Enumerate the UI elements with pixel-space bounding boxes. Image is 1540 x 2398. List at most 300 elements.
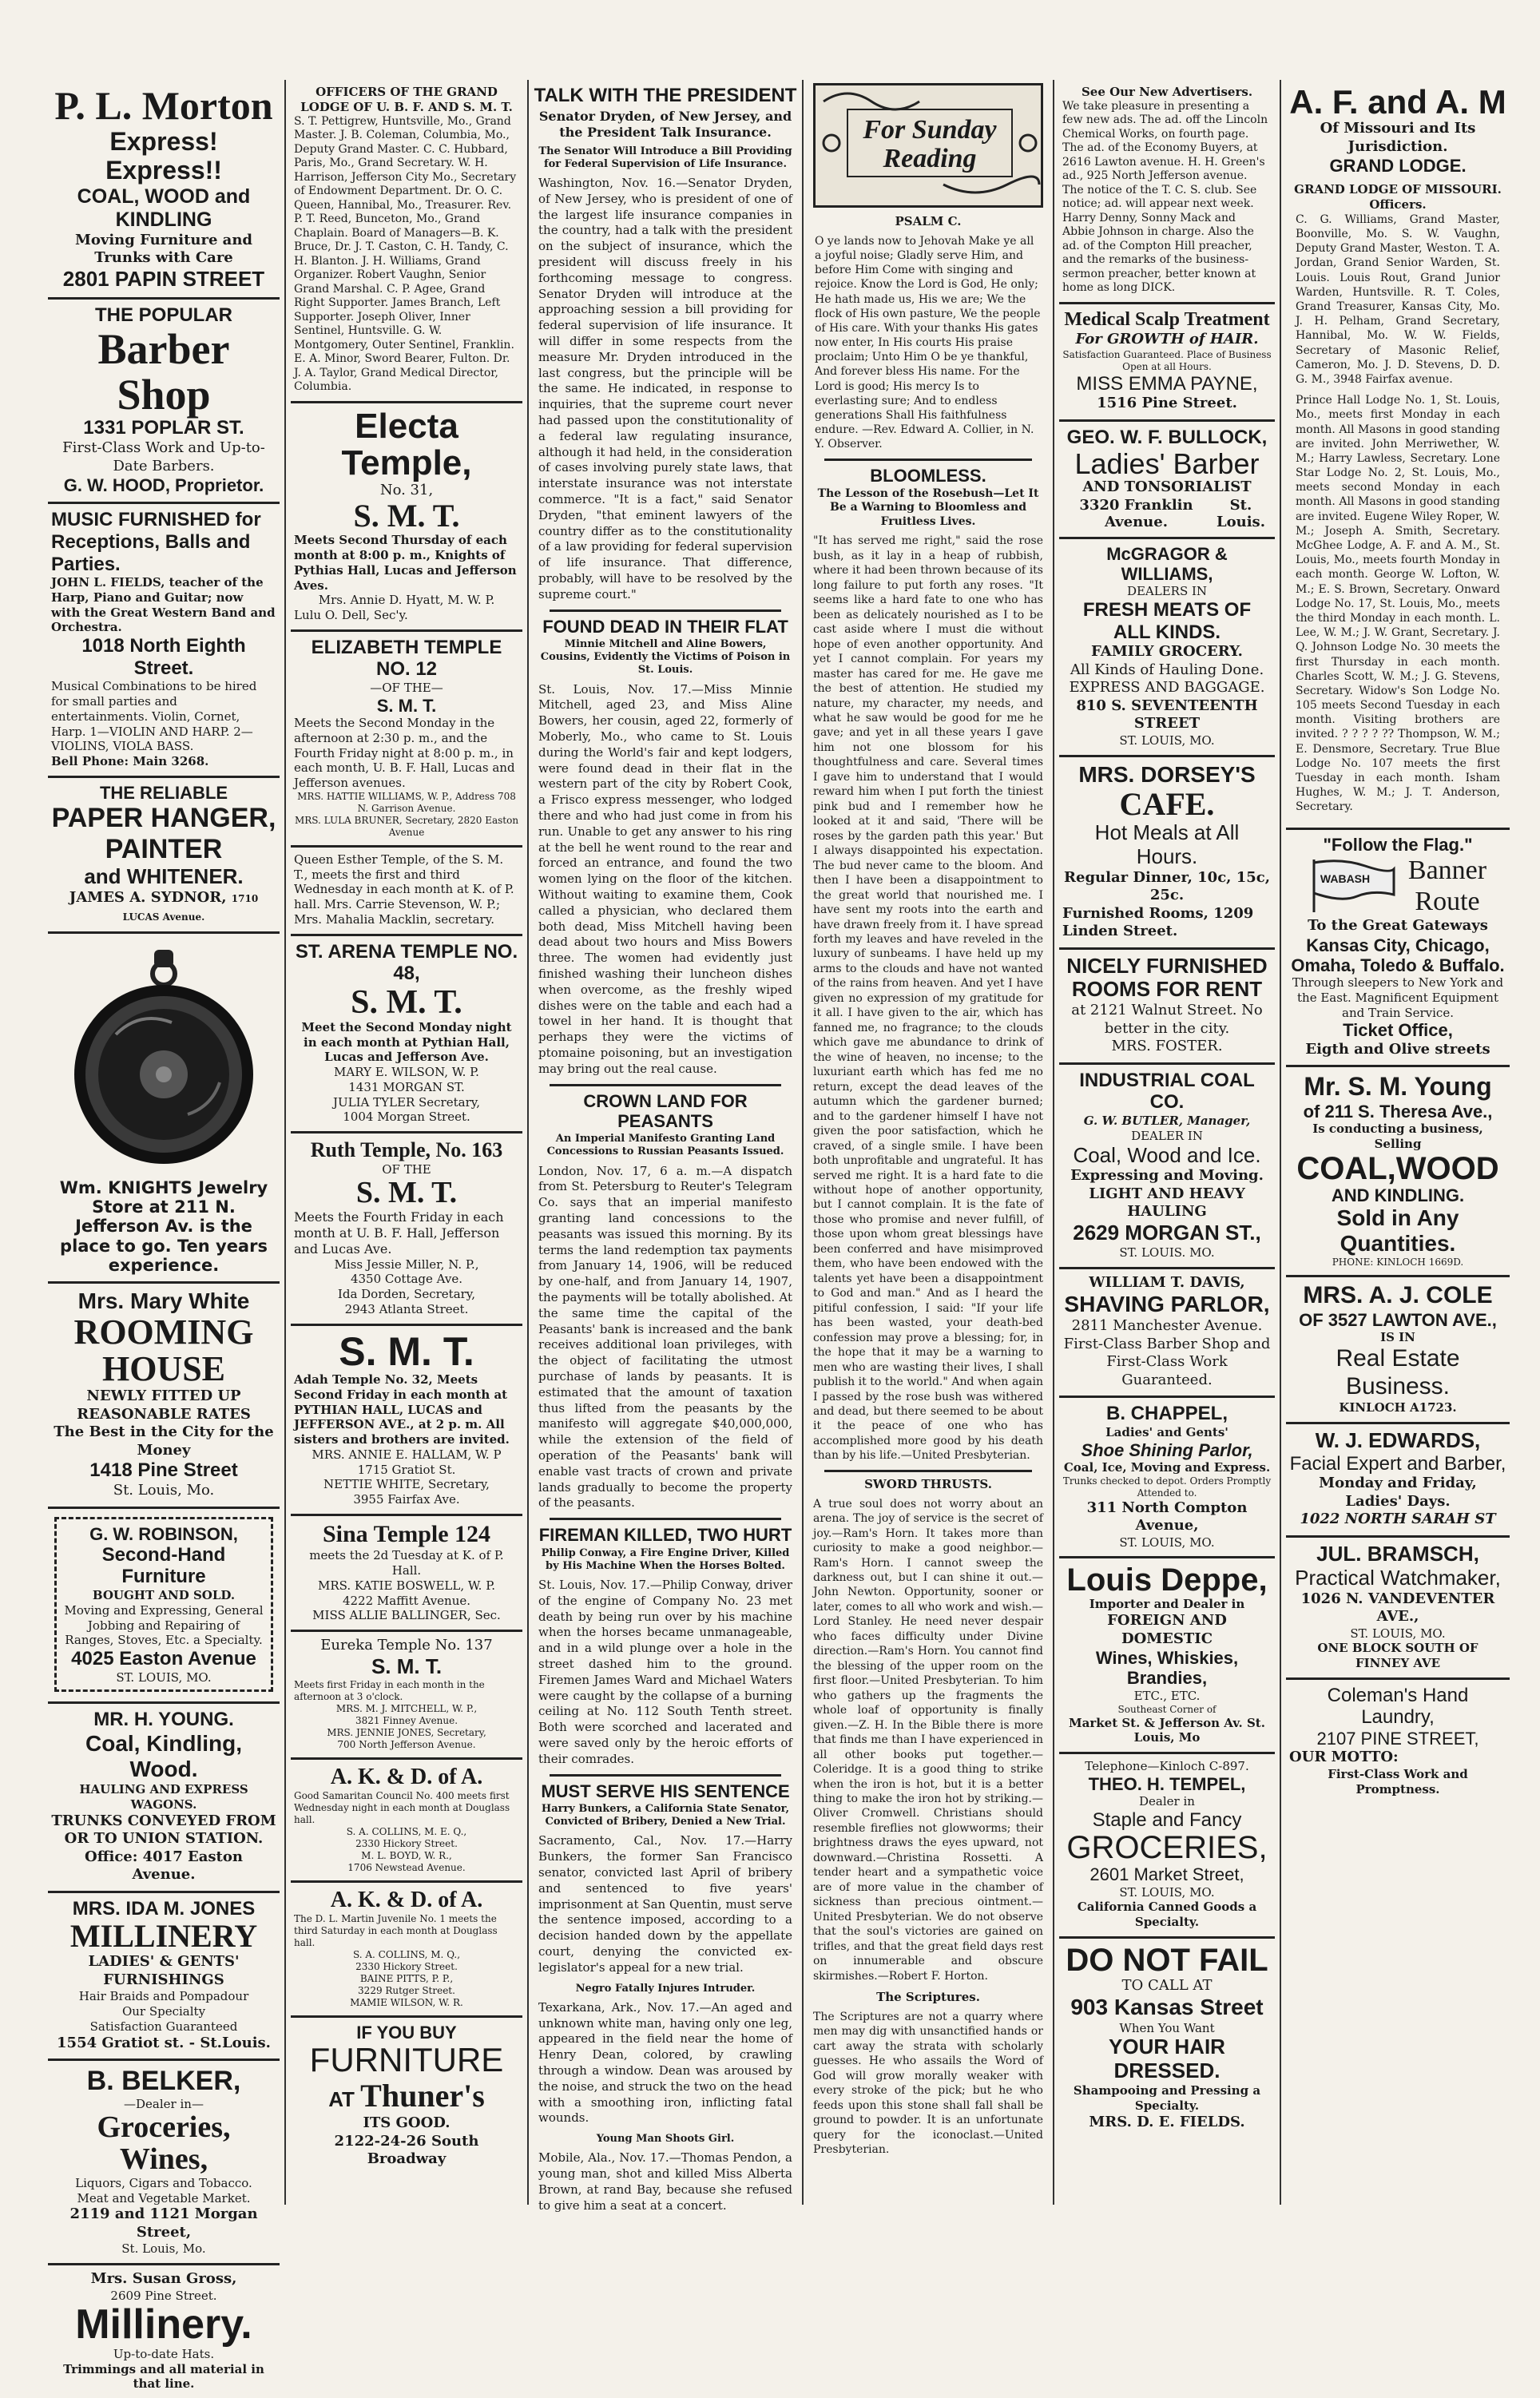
article-headline: BLOOMLESS. (870, 465, 986, 486)
ad-line: Furnished Rooms, 1209 Linden Street. (1062, 904, 1254, 940)
ad-address: 1554 Gratiot st. - St.Louis. (57, 2034, 271, 2051)
ad-title: P. L. Morton (54, 83, 273, 128)
ad-name: MR. H. YOUNG. (93, 1709, 234, 1731)
article-headline: CROWN LAND FOR PEASANTS (583, 1090, 748, 1131)
article-divider (824, 459, 1032, 461)
ad-city: St. Louis. (1216, 496, 1265, 530)
ad-line: FAMILY GROCERY. (1091, 643, 1243, 661)
ad-chappel-shoe-shining (1059, 1398, 1275, 1558)
notice-signature: 1715 Gratiot St. (357, 1462, 456, 1477)
ad-line: Southeast Corner of (1117, 1703, 1217, 1715)
ad-city: St. Louis, Mo. (121, 2241, 206, 2257)
notice-elizabeth-temple (291, 632, 522, 848)
notice-text: Meet the Second Monday night in each month at Pythian Hall, Lucas and Jefferson Ave. (301, 1019, 512, 1065)
sunday-reading-banner (813, 83, 1043, 208)
notice-signature: S. A. COLLINS, M. E. Q., (346, 1825, 467, 1837)
notice-text: Meets the Fourth Friday in each month at U. B. F. Hall, Jefferson and Lucas Ave. (294, 1209, 504, 1257)
ad-title: FURNITURE (309, 2041, 504, 2079)
article-subhead: Young Man Shoots Girl. (596, 2133, 735, 2146)
ad-line: Our Specialty (121, 2004, 206, 2019)
ad-edwards-barber (1286, 1424, 1510, 1538)
notice-signature: 4350 Cottage Ave. (350, 1272, 463, 1287)
notice-signature: JULIA TYLER Secretary, (332, 1094, 480, 1110)
notice-order: S. M. T. (351, 983, 462, 1021)
ad-line: Satisfaction Guaranteed. Place of Business Open at all Hours. (1062, 348, 1272, 372)
column-lodge-notices (291, 80, 522, 2205)
ad-line: Trunks checked to depot. Orders Promptly Attended to. (1062, 1475, 1272, 1499)
article-headline: TALK WITH THE PRESIDENT (534, 85, 797, 106)
article-divider (550, 609, 781, 612)
ad-motto-label: OUR MOTTO: (1289, 1749, 1399, 1766)
ad-phone: Bell Phone: Main 3268. (51, 754, 209, 769)
article-body: "It has served me right," said the rose bush, as it lay in a heap of rubbish, where it had been thrown because of its long failure to put forth any roses. "It seems like a hard fate to one who has been as delicately nourished as I to be cast aside where I must die without hope of even another opportunity. And yet I cannot complain. For years my master has cared for me. He gave me the best of attention. He studied my nature, my character, my needs, and what he saw would be good for me he gave; and yet in all these years I gave him not one blossom for his thoughtfulness and care. Several times I gave him to understand that I would reward him when I put forth the tiniest pink bud and I remember how he looked at it and said, 'There will be roses by the garden path this year.' But I always disappointed his expectation. The bud never came to the bloom. And then I have been a disappointment to the great world that nourished me. I have sent my roots into the earth and have drawn freely from it. I have spread forth my leaves and have reveled in the luxury of sunbeams. I have held up my arms to the clouds and have not wanted of the rains from heaven. And yet I have given no expression of my gratitude for it all. I have given to the air, which has fanned me, no fragrance; to the clouds which gave me abundance to drink of the wine of heaven, no incense; to the luxuriant earth which has fed me no return, except the dead leaves of the autumn which the gardener burned; and to the gardener himself I have not given the poor satisfaction, which he craved, of a single smile. I have been both unprofitable and ungrateful. It has served me right. It is a hard fate to die without hope of another opportunity, but I cannot complain. It is the fate of those who promise and never fulfill, of those upon whom great blessings have been conferred and have misimproved them, who have been endowed with the talents yet have been a disappointment to God and man." And as I heard the pitiful confession, I said: "If your life has been wasted, your death-bed confession may prove a blessing; for, in the hope that it may be a warning to men who are wasting their lives, I shall publish it to the world." And when again I passed by the rose bush was withered and dead, but there seemed to be about it the peace of one who has accomplished more good by his death than by his life.—United Presbyterian. (813, 534, 1043, 1463)
ad-line: AND TONSORIALIST (1082, 478, 1252, 496)
ad-address: 2601 Market Street, (1090, 1864, 1244, 1885)
poem-text: O ye lands now to Jehovah Make ye all a joyful noise; Gladly serve Him, and before Him Come with singing and rejoice. Know the Lord is God, He only; He hath made us, His we are; We the flock of His own pasture, We the people of His care. With your thanks His gates now enter, In His courts His praise proclaim; Unto Him O be ye thankful, And forever bless His name. For the Lord is good; His mercy Is to everlasting sure; And to endless generations Shall His faithfulness endure. —Rev. Edward A. Collier, in N. Y. Observer. (815, 234, 1041, 451)
notice-title: Sina Temple 124 (322, 1520, 491, 1547)
article-body: Texarkana, Ark., Nov. 17.—An aged and unknown white man, having only one leg, appeared in the field near the home of Henry Dean, colored, by crawling through a window. Dean was aroused by the noise, and struck the two on the head with a smoothing iron, inflicting fatal wounds. (538, 1999, 792, 2126)
article-headline: FIREMAN KILLED, TWO HURT (538, 1525, 792, 1546)
ad-line: COAL, WOOD and KINDLING (77, 185, 251, 231)
notice-title: Ruth Temple, No. 163 (310, 1138, 503, 1162)
notice-st-arena-temple (291, 936, 522, 1134)
notice-signature: NETTIE WHITE, Secretary, (323, 1477, 490, 1492)
article-body: Mobile, Ala., Nov. 17.—Thomas Pendon, a young man, shot and killed Miss Alberta Brown, at rand Bay, because she refused to give him a seat at a concert. (538, 2150, 792, 2213)
notice-eureka-temple (291, 1632, 522, 1759)
ad-line: "Follow the Flag." (1323, 834, 1473, 855)
notice-text: The D. L. Martin Juvenile No. 1 meets the third Saturday in each month at Douglass hall. (294, 1912, 498, 1948)
ad-title: GROCERIES, (1066, 1830, 1268, 1866)
ad-title: Medical Scalp Treatment (1064, 308, 1270, 330)
column-rule (527, 80, 529, 2205)
ad-name: Mrs. Mary White (77, 1288, 250, 1313)
pocket-watch-illustration (68, 947, 260, 1170)
ad-line (294, 2078, 519, 2114)
ad-line: Liquors, Cigars and Tobacco. (75, 2175, 252, 2190)
ad-line: First-Class Work and Up-to-Date Barbers. (62, 439, 265, 474)
notice-subtitle: Of Missouri and Its Jurisdiction. (1320, 120, 1476, 155)
notice-signature: Mrs. Annie D. Hyatt, M. W. P. (318, 593, 495, 608)
ad-name: MRS. D. E. FIELDS. (1089, 2113, 1245, 2130)
ad-name (51, 889, 276, 925)
ad-address: 1022 NORTH SARAH ST (1300, 1511, 1496, 1528)
ad-line: Up-to-date Hats. (113, 2346, 215, 2361)
notice-signature: 1706 Newstead Avenue. (347, 1861, 466, 1873)
article-subhead: Negro Fatally Injures Intruder. (575, 1982, 756, 1995)
notice-title: ELIZABETH TEMPLE NO. 12 (311, 636, 502, 681)
ad-jewelry (48, 934, 280, 1284)
ad-phone: Telephone—Kinloch C-897. (1085, 1759, 1249, 1773)
ad-title: Barber Shop (97, 325, 230, 419)
ad-title: Coal, Kindling, Wood. (85, 1730, 242, 1782)
ad-title: Real Estate Business. (1336, 1345, 1460, 1399)
ad-bullock-barber (1059, 422, 1275, 539)
notice-adah-temple (291, 1326, 522, 1516)
ad-name: MRS. IDA M. JONES (72, 1897, 256, 1920)
ad-title: Facial Expert and Barber, (1289, 1452, 1506, 1475)
ad-barber-shop (48, 300, 280, 504)
ad-line: Coal, Ice, Moving and Express. (1063, 1459, 1271, 1475)
notice-text: Meets the Second Monday in the afternoon at 2:30 p. m., and the Fourth Friday night at 8:00 p. m., in each month, U. B. F. Hall, Lucas and Jefferson avenues. (294, 716, 515, 791)
notice-heading: GRAND LODGE OF MISSOURI. (1294, 182, 1502, 197)
ad-address: 2629 MORGAN ST., (1073, 1220, 1261, 1245)
ad-owner: G. W. HOOD, Proprietor. (63, 475, 264, 496)
ad-address: 2609 Pine Street. (110, 2288, 217, 2303)
ad-line: Expressing and Moving. (1070, 1167, 1264, 1185)
ad-line: Shampooing and Pressing a Specialty. (1073, 2083, 1261, 2113)
ad-cities: Kansas City, Chicago, Omaha, Toledo & Buffalo. (1291, 935, 1505, 975)
notice-signature: Lulu O. Dell, Sec'y. (294, 608, 408, 623)
ad-line: DEALER IN (1131, 1128, 1203, 1143)
ad-line: Ladies' and Gents' (1105, 1424, 1228, 1439)
article-subhead: Philip Conway, a Fire Engine Driver, Killed by His Machine When the Horses Bolted. (541, 1546, 790, 1572)
article-body: St. Louis, Nov. 17.—Philip Conway, driver of the engine of Company No. 23 met death by being run over by his machine when the horses became unmanageable, and in a wild plunge over a hole in the street dashed him to the ground. Firemen James Ward and Michael Waters were caught by the collapse of a burning ceiling at No. 112 South Tenth street. Both were scorched and lacerated and were saved only by the heroic efforts of their comrades. (538, 1578, 792, 1766)
ad-cole-real-estate (1286, 1277, 1510, 1423)
newspaper-page (48, 80, 1510, 2392)
ad-line: Staple and Fancy (1092, 1808, 1242, 1831)
article-divider (550, 1518, 781, 1520)
column-news (534, 80, 797, 2213)
notice-title: ST. ARENA TEMPLE NO. 48, (295, 940, 518, 985)
article-subhead: Senator Dryden, of New Jersey, and the President Talk Insurance. (538, 108, 792, 140)
notice-lodges-text: Prince Hall Lodge No. 1, St. Louis, Mo., meets first Monday in each month. All Masons in good standing are invited. John Merriwether, W. M.; Harry Lawless, Secretary. Lone Star Lodge No. 2, St. Louis, Mo., meets second Monday in each month. All Masons in good standing are invited. Eugene Wiley Roper, W. M.; Joseph A. Smith, Secretary. McGhee Lodge, A. F. and A. M., St. Louis, Mo., meets fourth Monday in each month. George W. Lofton, W. M.; E. S. Brown, Secretary. Onward Lodge No. 17, St. Louis, Mo., meets the third Monday in each month. L. Lee, W. M.; J. W. Grant, Secretary. J. Q. Johnson Lodge No. 30 meets the first Thursday in each month. Charles Scott, W. M.; J. G. Stevens, Secretary. Widow's Son Lodge No. 105 meets Second Tuesday in each month. Visiting brothers are invited. ? ? ? ? ?? Thompson, W. M.; E. Densmore, Secretary. True Blue Lodge No. 107 meets the first Tuesday in each month. Isham Hughes, W. M.; J. T. Anderson, Secretary. (1296, 394, 1500, 814)
ad-line: Moving and Expressing, General Jobbing and Repairing of Ranges, Stoves, Etc. a Specialty. (64, 1602, 264, 1648)
notice-signature: 4222 Maffitt Avenue. (342, 1593, 471, 1608)
notice-grand-lodge-officers (291, 80, 522, 403)
column-rule (1280, 80, 1281, 2205)
ad-line: AND KINDLING. (1331, 1185, 1465, 1205)
ad-title: Banner (1407, 855, 1487, 885)
ad-address: Eigth and Olive streets (1305, 1040, 1490, 1058)
notice-masonic-grand-lodge (1286, 80, 1510, 830)
ad-title: PAINTER (105, 834, 223, 865)
notice-signature: MRS. LULA BRUNER, Secretary, 2820 Easton Avenue (294, 814, 519, 838)
ad-young-coal-wood (1286, 1067, 1510, 1277)
ad-title: Groceries, Wines, (97, 2110, 231, 2176)
ad-line: TRUNKS CONVEYED FROM OR TO UNION STATION. (51, 1812, 276, 1848)
notice-signature: 3229 Rutger Street. (358, 1984, 455, 1996)
ad-name: Mr. S. M. Young (1304, 1072, 1492, 1102)
ad-city: ST. LOUIS, MO. (1119, 1884, 1215, 1900)
ad-davis-shaving (1059, 1269, 1275, 1399)
notice-signature: 2330 Hickory Street. (355, 1837, 458, 1849)
ad-address: 3320 Franklin Avenue. (1079, 496, 1193, 530)
ad-title: Second-Hand Furniture (101, 1543, 226, 1588)
notice-officers-text: C. G. Williams, Grand Master, Boonville, Mo. S. W. Vaughn, Deputy Grand Master, Weston. T. A. Jordan, Grand Senior Warden, St. Louis. Louis Rout, Grand Junior Warden, Huntsville. R. T. Coles, Grand Treasurer, Kansas City, Mo. J. H. Pelham, Grand Secretary, Hannibal, Mo. W. W. Fields, Secretary of Masonic Relief, Cameron, Mo. J. D. Stevens, D. D. G. M., 3948 Fairfax avenue. (1296, 212, 1500, 386)
article-divider (550, 1774, 781, 1777)
ad-fields-hairdressing (1059, 1939, 1275, 2138)
notice-signature: Ida Dorden, Secretary, (337, 1287, 476, 1302)
notice-akda-juvenile (291, 1883, 522, 2018)
notice-text: Meets Second Thursday of each month at 8:00 p. m., Knights of Pythias Hall, Lucas and Jefferson Aves. (294, 533, 517, 593)
ad-title: COAL,WOOD (1296, 1150, 1499, 1186)
notice-signature: MRS. M. J. MITCHELL, W. P., (335, 1702, 478, 1714)
ad-line: All Kinds of Hauling Done. EXPRESS AND BAGGAGE. (1069, 661, 1265, 697)
ad-line: For GROWTH of HAIR. (1075, 331, 1259, 348)
ad-line: Monday and Friday, Ladies' Days. (1319, 1475, 1477, 1510)
ad-address: 1331 POPLAR ST. (83, 417, 244, 439)
ad-mcgragor-meats (1059, 539, 1275, 757)
ad-line: LADIES' & GENTS' FURNISHINGS (88, 1953, 240, 1988)
notice-text: S. T. Pettigrew, Huntsville, Mo., Grand Master. J. B. Coleman, Columbia, Mo., Deputy Grand Master. C. C. Hubbard, Paris, Mo., Grand Secretary. W. H. Harrison, Jefferson City Mo., Secretary of Endowment Department. Dr. O. C. Queen, Hannibal, Mo., Treasurer. Rev. P. T. Reed, Bunceton, Mo., Grand Chaplain. Board of Managers—B. K. Bruce, Dr. J. T. Caston, C. H. Tandy, C. H. Blanton. J. H. Williams, Grand Organizer. Robert Vaughn, Senior Grand Marshal. C. P. Agee, Grand Right Supporter. James Branch, Left Supporter. Joseph Oliver, Inner Sentinel, Huntsville. G. W. Montgomery, Outer Sentinel, Franklin. E. A. Minor, Sword Bearer, Fulton. Dr. J. A. Taylor, Grand Medical Director, Columbia. (294, 114, 517, 393)
ad-gross-millinery (48, 2265, 280, 2398)
notice-signature: 700 North Jefferson Avenue. (337, 1738, 476, 1750)
ad-address: 2811 Manchester Avenue. (1071, 1317, 1263, 1335)
ad-title: PAPER HANGER, (51, 803, 276, 834)
notice-order: S. M. T. (353, 498, 460, 534)
ad-line: California Canned Goods a Specialty. (1077, 1900, 1257, 1930)
ad-title: Coleman's Hand Laundry, (1327, 1684, 1469, 1729)
column-rule (1053, 80, 1054, 2205)
ad-address: 1516 Pine Street. (1097, 395, 1237, 412)
notice-title: A. K. & D. of A. (330, 1887, 483, 1912)
notice-signature: MRS. KATIE BOSWELL, W. P. (317, 1578, 496, 1593)
ad-address: OF 3527 LAWTON AVE., (1299, 1309, 1497, 1330)
article-headline: The Scriptures. (876, 1990, 980, 2005)
ad-line: THE RELIABLE (99, 782, 228, 803)
ad-line: When You Want (1119, 2020, 1215, 2035)
ad-line: Satisfaction Guaranteed (89, 2019, 238, 2034)
painter-address: 1710 LUCAS Avenue. (122, 893, 259, 923)
furniture-at: AT (328, 2087, 355, 2112)
column-advertisements-right (1286, 80, 1510, 2205)
ad-line: Is conducting a business, Selling (1312, 1122, 1483, 1152)
notice-title: A. K. & D. of A. (330, 1764, 483, 1789)
poem-title: PSALM C. (895, 214, 962, 228)
article-body: London, Nov. 17, 6 a. m.—A dispatch from St. Petersburg to Reuter's Telegram Co. says that an imperial manifesto granting land concessions to the peasants was issued this morning. By its terms the land redemption tax payments from January 14, 1906, will be reduced by one-half, and from January 14, 1907, the payments will be totally abolished. At the same time the capital of the Peasants' bank is increased and the bank receives additional loan privileges, with the object of facilitating the utmost purchase of lands by peasants. It is estimated that the amount of taxation thus lifted from the peasants by the manifesto will aggregate $40,000,000, while the extension of the field of operation of the Peasants' bank will enable vast tracts of crown and private lands gradually to become the property of the peasants. (538, 1163, 792, 1511)
furniture-store-name: Thuner's (360, 2078, 485, 2114)
ad-address: 311 North Compton Avenue, (1086, 1499, 1248, 1534)
article-body: Washington, Nov. 16.—Senator Dryden, of New Jersey, who is president of one of the largest life insurance companies in the country, had a talk with the president on the subject of insurance, which the president will discuss freely in his forthcoming message to congress. Senator Dryden will introduce at the approaching session a bill providing for federal supervision of life insurance. It will differ in some respects from the measure Mr. Dryden introduced in the last congress, but the principle will be the same. He indicated, in response to inquiries, that the supreme court never had passed upon the constitutionality of a federal law regulating insurance, although it had held, in the consideration of cases involving purely state laws, that interstate insurance was not interstate commerce. "It is a fact," said Senator Dryden, "that eminent lawyers of the country differ as to the constitutionality of a law providing for federal supervision of life insurance. That difference, probably, will have to be resolved by the supreme court." (538, 176, 792, 601)
article-divider (550, 1084, 781, 1086)
notice-order: S. M. T. (376, 695, 437, 716)
ad-name: WILLIAM T. DAVIS, (1089, 1273, 1245, 1291)
ad-address-row (1062, 497, 1272, 530)
notice-text: Adah Temple No. 32, Meets Second Friday in each month at PYTHIAN HALL, LUCAS and JEFFERSON AVE., at 2 p. m. All sisters and brothers are invited. (294, 1372, 510, 1447)
ad-line: TO CALL AT (1121, 1976, 1213, 1994)
notice-signature: 2943 Atlanta Street. (344, 1301, 469, 1316)
ad-name: THEO. H. TEMPEL, (1088, 1773, 1246, 1794)
notice-heading: Officers. (1369, 197, 1427, 212)
ad-city: ST. LOUIS. MO. (1119, 1245, 1215, 1260)
ad-name: GEO. W. F. BULLOCK, (1066, 426, 1268, 448)
notice-order: S. M. T. (339, 1328, 474, 1374)
notice-signature: 1431 MORGAN ST. (348, 1079, 465, 1094)
notice-title: Eureka Temple No. 137 (320, 1637, 493, 1654)
article-divider (824, 1470, 1032, 1472)
column-advertisements-center (1059, 80, 1275, 2205)
article-headline: SWORD THRUSTS. (864, 1476, 992, 1491)
ad-title: MUSIC FURNISHED for Receptions, Balls and Parties. (51, 509, 261, 575)
notice-number: No. 31, (379, 481, 434, 498)
ad-title: Route (1415, 886, 1480, 916)
ad-deppe-wines (1059, 1558, 1275, 1754)
notice-of: OF THE (382, 1162, 431, 1177)
notice-of: —OF THE— (370, 681, 443, 696)
ad-title: Shoe Shining Parlor, (1081, 1439, 1253, 1460)
ad-name: B. CHAPPEL, (1105, 1403, 1228, 1425)
column-rule (802, 80, 804, 2205)
ad-line: Musical Combinations to be hired for small parties and entertainments. Violin, Cornet, Harp. 1—VIOLIN AND HARP. 2—VIOLINS, VIOLA BASS. (51, 679, 257, 754)
ad-coleman-laundry (1286, 1680, 1510, 1803)
ad-line: IS IN (1380, 1330, 1415, 1345)
ad-name: G. W. BUTLER, Manager, (1083, 1114, 1251, 1129)
ad-title: DO NOT FAIL (1066, 1942, 1268, 1978)
notice-title: See Our New Advertisers. (1081, 85, 1253, 99)
ad-wabash-banner-route (1286, 830, 1510, 1068)
ad-furnished-rooms (1059, 950, 1275, 1065)
ad-city: ST. LOUIS, MO. (116, 1669, 212, 1685)
notice-sina-temple (291, 1516, 522, 1632)
ad-robinson (48, 1509, 280, 1705)
ad-line: Ticket Office, (1343, 1020, 1453, 1041)
ad-name: JUL. BRAMSCH, (1316, 1541, 1479, 1566)
ad-text: Wm. KNIGHTS Jewelry Store at 211 N. Jefferson Av. is the place to go. Ten years experience. (59, 1178, 268, 1275)
ad-address: of 211 S. Theresa Ave., (1303, 1102, 1493, 1122)
article-body: The Scriptures are not a quarry where men may dig with unsanctified hands or cart away the strata with scholarly guesses. He who assails the Word of God will grow morally weaker with every stroke of the pick; but he who feeds upon this stone shall fall shall be ground to powder. It is an unfortunate query for the iconoclast.—United Presbyterian. (813, 2010, 1043, 2157)
ad-address: 903 Kansas Street (1070, 1995, 1264, 2020)
ad-line: LIGHT AND HEAVY HAULING (1089, 1185, 1245, 1221)
ad-name: G. W. ROBINSON, (89, 1523, 238, 1544)
ad-city: ST. LOUIS, MO. (1350, 1626, 1446, 1641)
ad-name: MRS. DORSEY'S (1078, 761, 1256, 787)
ad-title: Millinery. (75, 2301, 252, 2348)
ad-line: BOUGHT AND SOLD. (92, 1588, 236, 1603)
article-body: Sacramento, Cal., Nov. 17.—Harry Bunkers, the former San Francisco senator, convicted last April of bribery and sentenced to five years' imprisonment at San Quentin, must serve the sentence imposed, according to a decision handed down by the appellate court, denying the convicted ex-legislator's appeal for a new trial. (538, 1833, 792, 1975)
ad-title: MILLINERY (69, 1918, 258, 1955)
notice-signature: MARY E. WILSON, W. P. (334, 1065, 479, 1080)
article-body: St. Louis, Nov. 17.—Miss Minnie Mitchell, aged 23, and Miss Aline Bowers, her cousin, aged 22, formerly of Moberly, Mo., who came to St. Louis during the World's fair and kept lodgers, were found dead in their flat in the western part of the city by Robert Cook, a Frisco express messenger, who lodged there and who had just come in from his run. Unable to get any answer to his ring at the bell he went round to the rear and forced an entrance, and found the two women lying on the floor of the kitchen. Without waiting to examine them, Cook called a physician, who declared them both dead, Miss Mitchell having been dead about two hours and Miss Bowers three. The women had evidently just finished washing their luncheon dishes when overcome, as the freshly wiped dishes were on the table and each had a towel in her hand. It is thought that perhaps they were the victims of ptomaine poisoning, but an investigation may bring out the real cause. (538, 681, 792, 1076)
article-headline: MUST SERVE HIS SENTENCE (541, 1781, 790, 1801)
ad-title: Ladies' Barber (1074, 447, 1260, 480)
ad-title: INDUSTRIAL COAL CO. (1079, 1069, 1255, 1114)
ad-name: W. J. EDWARDS, (1315, 1427, 1481, 1452)
ad-city: ST. LOUIS, MO. (1119, 1534, 1215, 1550)
notice-title: Electa Temple, (341, 406, 472, 482)
ad-title: SHAVING PARLOR, (1064, 1292, 1270, 1317)
pocket-watch-icon (68, 947, 260, 1170)
notice-electa-temple (291, 403, 522, 632)
ad-address: 1018 North Eighth Street. (81, 635, 246, 679)
ad-phone: PHONE: KINLOCH 1669D. (1332, 1257, 1464, 1268)
ad-text: Through sleepers to New York and the East. Magnificent Equipment and Train Service. (1292, 975, 1504, 1020)
ad-flag-row (1289, 855, 1506, 917)
ad-dorsey-cafe (1059, 757, 1275, 950)
notice-signature: BAINE PITTS, P. P., (359, 1972, 454, 1984)
notice-text: Queen Esther Temple, of the S. M. T., meets the first and third Wednesday in each month at K. of P. hall. Mrs. Carrie Stevenson, W. P.; Mrs. Mahalia Macklin, secretary. (294, 852, 514, 927)
column-rule (284, 80, 286, 2205)
ad-line: Regular Dinner, 10c, 15c, 25c. (1064, 868, 1270, 904)
ad-paper-hanger (48, 778, 280, 934)
notice-signature: 1004 Morgan Street. (343, 1110, 470, 1125)
notice-new-advertisers (1059, 80, 1275, 304)
ad-line: ONE BLOCK SOUTH OF FINNEY AVE (1317, 1641, 1478, 1671)
notice-heading: GRAND LODGE. (1329, 156, 1467, 177)
notice-signature: MISS ALLIE BALLINGER, Sec. (312, 1608, 501, 1623)
notice-text: We take pleasure in presenting a few new ads. The ad. off the Lincoln Chemical Works, on fourth page. The ad. of the Economy Buyers, at 2616 Lawton avenue. H. H. Green's ad., 925 North Jefferson avenue. The notice of the T. C. S. club. See notice; ad. will appear next week. Harry Denny, Sonny Mack and Abbie Johnson in charge. Also the ad. of the Compton Hill preacher, and the remarks of the business-sermon preacher, better known at home as long DICK. (1062, 99, 1268, 295)
notice-signature: MRS. ANNIE E. HALLAM, W. P (312, 1447, 502, 1462)
ad-line: FOREIGN AND DOMESTIC (1107, 1612, 1227, 1647)
notice-akda-council (291, 1760, 522, 1883)
notice-signature: MRS. JENNIE JONES, Secretary, (327, 1726, 486, 1738)
notice-text: Meets first Friday in each month in the afternoon at 3 o'clock. (294, 1678, 485, 1702)
ad-line: Dealer in (1139, 1794, 1195, 1809)
notice-signature: 3821 Finney Avenue. (355, 1714, 458, 1726)
ad-line: ETC., ETC. (1133, 1688, 1201, 1703)
ad-industrial-coal (1059, 1065, 1275, 1269)
ad-motto: First-Class Work and Promptness. (1328, 1766, 1468, 1797)
ad-line: To the Great Gateways (1308, 917, 1488, 935)
ad-address: 1026 N. VANDEVENTER AVE., (1300, 1590, 1495, 1626)
ad-city: ST. LOUIS, MO. (1119, 733, 1215, 748)
ad-line: JOHN L. FIELDS, teacher of the Harp, Piano and Guitar; now with the Great Western Band and Orchestra. (51, 575, 276, 635)
ad-line: THE POPULAR (94, 304, 232, 327)
ad-name: McGRAGOR & WILLIAMS, (1106, 543, 1228, 585)
wabash-flag-label: WABASH (1320, 871, 1371, 885)
notice-text: Good Samaritan Council No. 400 meets first Wednesday night in each month at Douglass hall. (294, 1789, 510, 1825)
notice-title: OFFICERS OF THE GRAND LODGE OF U. B. F. AND S. M. T. (300, 85, 513, 114)
article-headline: FOUND DEAD IN THEIR FLAT (542, 616, 788, 637)
column-advertisements-left (48, 80, 280, 2392)
ad-jones-millinery (48, 1893, 280, 2061)
ad-phone: KINLOCH A1723. (1339, 1400, 1457, 1415)
notice-signature: M. L. BOYD, W. R., (361, 1849, 452, 1861)
ad-title: Practical Watchmaker, (1295, 1565, 1501, 1590)
ad-young-coal (48, 1704, 280, 1892)
article-body: A true soul does not worry about an arena. The joy of service is the secret of joy.—Ram's Horn. It takes more than curiosity to make a good neighbor.—Ram's Horn. I cannot sweep the darkness out, but I can shine it out.—John Newton. Opportunity, sooner or later, comes to all who work and wish.—Lord Stanley. He need never despair who faces difficulty under Divine direction.—Ram's Horn. You cannot find the blessing of the upper room on the first floor.—United Presbyterian. To him who gathers up the fragments the whole loaf of opportunity is finally given.—Z. H. In the Bible there is more that finds me than I have experienced in all other books put together.—Coleridge. It is a good thing to strike when the iron is hot, but it is a better thing to make the iron hot by striking.—Oliver Cromwell. Christians should resemble fireflies not glowworms; their brightness draws the eyes upward, not downward.—Christina Rossetti. A tender heart and a sympathetic voice are of more value in the chamber of sickness than precious ointment.—United Presbyterian. We do not observe that the soul's victories are gained on trifles, and that the great field days rest on innumerable and obscure skirmishes.—Robert F. Horton. (813, 1497, 1043, 1983)
ad-line: —Dealer in— (124, 2097, 204, 2112)
ad-title: CAFE. (1119, 785, 1215, 822)
ad-line: IF YOU BUY (356, 2022, 457, 2043)
notice-signature: 2330 Hickory Street. (355, 1960, 458, 1972)
ad-text: at 2121 Walnut Street. No better in the city. (1071, 1002, 1263, 1037)
ad-line: and WHITENER. (84, 864, 244, 889)
wabash-flag-icon (1309, 858, 1397, 914)
ad-address: 2801 PAPIN STREET (62, 266, 265, 291)
article-subhead: Minnie Mitchell and Aline Bowers, Cousins, Evidently the Victims of Poison in St. Louis. (540, 637, 791, 677)
article-subhead: The Senator Will Introduce a Bill Providing for Federal Supervision of Life Insurance. (538, 145, 792, 170)
ad-line: DEALERS IN (1126, 584, 1208, 599)
ad-address: 2107 PINE STREET, (1316, 1728, 1479, 1749)
ad-name: Louis Deppe, (1066, 1562, 1268, 1598)
ad-tempel-groceries (1059, 1754, 1275, 1939)
ad-name: MISS EMMA PAYNE, (1076, 372, 1258, 395)
ad-line: Trimmings and all material in that line. (63, 2361, 264, 2392)
ad-line: Hot Meals at All Hours. (1094, 820, 1240, 868)
ad-title: Wines, Whiskies, Brandies, (1095, 1648, 1239, 1689)
ad-border (54, 1517, 273, 1693)
ad-line: Importer and Dealer in (1089, 1597, 1245, 1612)
sunday-reading-title: For Sunday Reading (863, 115, 997, 173)
article-subhead: The Lesson of the Rosebush—Let It Be a Warning to Bloomless and Fruitless Lives. (817, 486, 1039, 528)
ad-address: Office: 4017 Easton Avenue. (85, 1848, 243, 1884)
ad-morton-express (48, 80, 280, 300)
ad-address: Market St. & Jefferson Av. St. Louis, Mo (1069, 1715, 1265, 1745)
ad-line: Hair Braids and Pompadour (78, 1989, 249, 2004)
notice-title: A. F. and A. M (1289, 83, 1506, 121)
ad-line: YOUR HAIR DRESSED. (1109, 2035, 1225, 2083)
ad-music (48, 504, 280, 777)
ad-bramsch-watchmaker (1286, 1538, 1510, 1680)
notice-signature: S. A. COLLINS, M. Q., (352, 1948, 461, 1960)
ad-line: The Best in the City for the Money (54, 1423, 274, 1459)
ad-title: FRESH MEATS OF ALL KINDS. (1082, 599, 1252, 643)
ad-line: Coal, Wood and Ice. (1073, 1142, 1261, 1167)
ad-name: MRS. FOSTER. (1111, 1038, 1223, 1055)
ad-address: 2119 and 1121 Morgan Street, (69, 2205, 258, 2241)
ad-address: 4025 Easton Avenue (71, 1648, 256, 1670)
ad-belker-groceries (48, 2061, 280, 2265)
